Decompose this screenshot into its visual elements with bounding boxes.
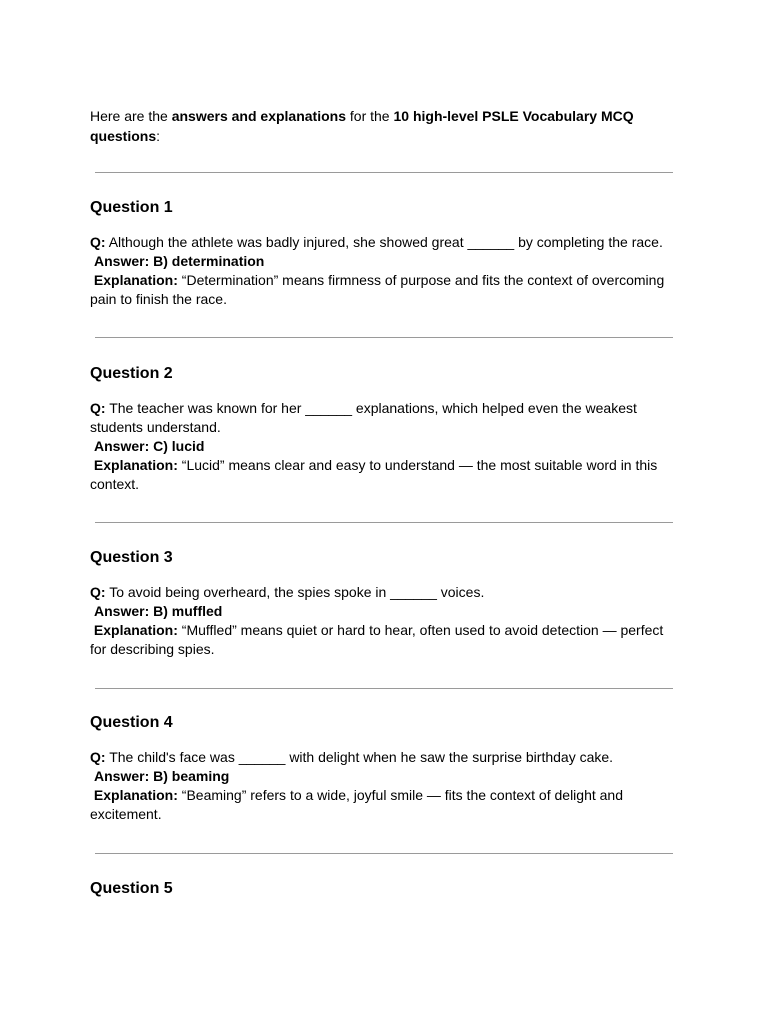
explanation-line <box>90 786 680 824</box>
intro-bold-answers: answers and explanations <box>171 108 347 124</box>
question-line <box>90 748 680 767</box>
intro-paragraph <box>90 106 680 146</box>
explanation-label: Explanation: <box>93 622 178 638</box>
answer-line <box>90 767 680 786</box>
explanation-label: Explanation: <box>93 272 178 288</box>
q-label: Q: <box>90 400 106 416</box>
question-line <box>90 583 680 602</box>
answer-line <box>90 437 680 456</box>
q-label: Q: <box>90 749 106 765</box>
intro-bold-title: 10 high-level PSLE Vocabulary MCQ questions <box>90 108 634 144</box>
divider <box>95 522 673 523</box>
question-title: Question 2 <box>90 365 173 382</box>
question-body <box>90 583 680 659</box>
question-block-4 <box>90 713 680 824</box>
answer-label: Answer: <box>94 438 150 454</box>
question-body <box>90 748 680 824</box>
intro-prefix: Here are the <box>90 108 172 124</box>
q-label: Q: <box>90 234 106 250</box>
question-body <box>90 233 680 309</box>
divider <box>95 853 673 854</box>
explanation-text: “Muffled” means quiet or hard to hear, often used to avoid detection — perfect for describing spies. <box>90 622 664 657</box>
question-text: Although the athlete was badly injured, she showed great ______ by completing the race. <box>108 234 663 250</box>
question-title: Question 1 <box>90 199 173 216</box>
answer-label: Answer: <box>94 603 150 619</box>
answer-line <box>90 252 680 271</box>
question-text: The teacher was known for her ______ explanations, which helped even the weakest students understand. <box>90 400 637 435</box>
q-label: Q: <box>90 584 106 600</box>
answer-text: B) determination <box>153 253 265 269</box>
explanation-text: “Beaming” refers to a wide, joyful smile — fits the context of delight and excitement. <box>90 787 624 822</box>
explanation-label: Explanation: <box>93 787 178 803</box>
question-title: Question 4 <box>90 714 173 731</box>
question-block-3 <box>90 548 680 659</box>
intro-suffix: : <box>156 128 161 144</box>
answer-label: Answer: <box>94 253 150 269</box>
explanation-text: “Determination” means firmness of purpose and fits the context of overcoming pain to finish the race. <box>90 272 665 307</box>
explanation-line <box>90 456 680 494</box>
explanation-label: Explanation: <box>93 457 178 473</box>
question-line <box>90 233 680 252</box>
explanation-line <box>90 271 680 309</box>
question-block-1 <box>90 198 680 309</box>
answer-label: Answer: <box>94 768 150 784</box>
question-text: To avoid being overheard, the spies spoke in ______ voices. <box>109 584 485 600</box>
explanation-line <box>90 621 680 659</box>
question-line <box>90 399 680 437</box>
answer-text: B) beaming <box>153 768 230 784</box>
explanation-text: “Lucid” means clear and easy to understand — the most suitable word in this context. <box>90 457 658 492</box>
question-text: The child's face was ______ with delight when he saw the surprise birthday cake. <box>109 749 614 765</box>
intro-middle: for the <box>346 108 394 124</box>
answer-text: C) lucid <box>153 438 205 454</box>
question-title: Question 3 <box>90 549 173 566</box>
question-block-2 <box>90 364 680 494</box>
question-title: Question 5 <box>90 880 173 897</box>
answer-line <box>90 602 680 621</box>
divider <box>95 688 673 689</box>
divider <box>95 172 673 173</box>
question-block-5 <box>90 879 680 914</box>
answer-text: B) muffled <box>153 603 223 619</box>
divider <box>95 337 673 338</box>
question-body <box>90 399 680 494</box>
